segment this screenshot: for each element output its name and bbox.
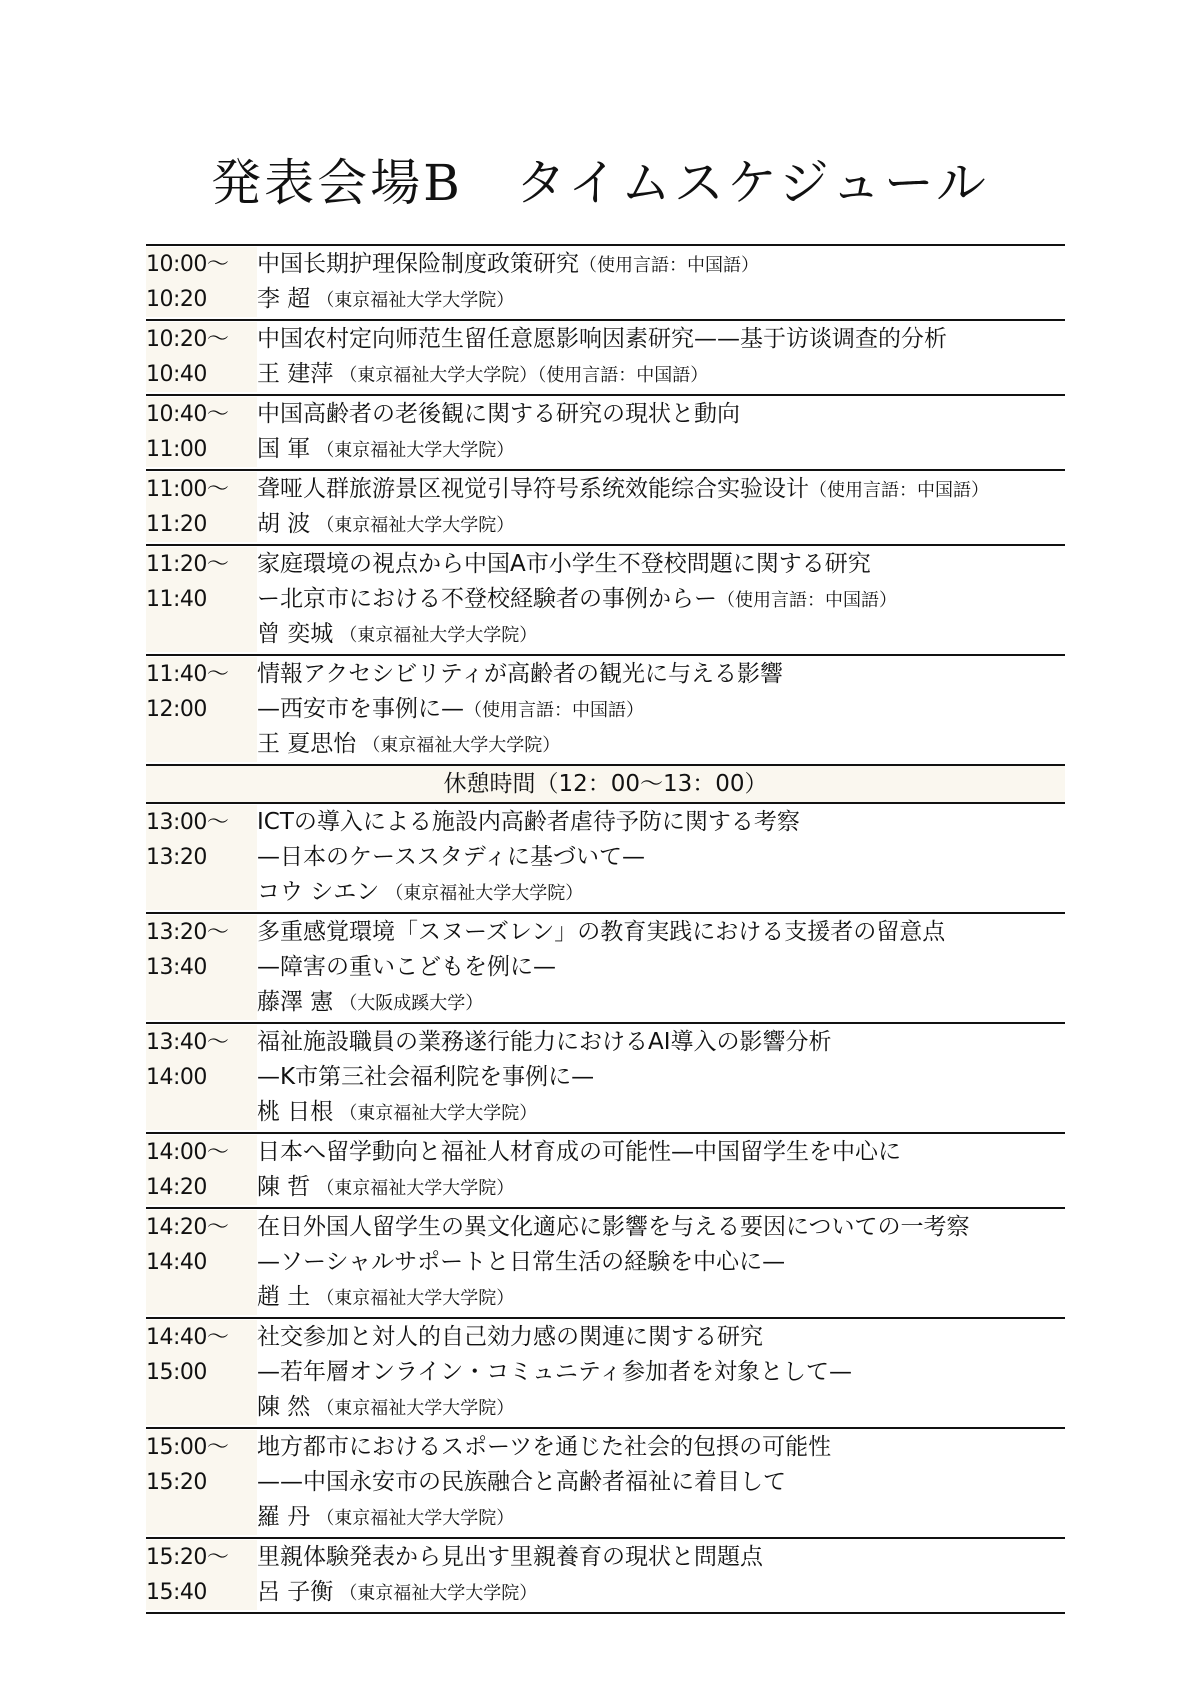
- affiliation: （東京福祉大学大学院）: [339, 1103, 538, 1124]
- end-time: 11:40: [146, 587, 207, 612]
- start-time: 14:00〜: [146, 1140, 229, 1165]
- session-title: 情報アクセシビリティが高齢者の観光に与える影響: [257, 661, 784, 687]
- start-time: 13:00〜: [146, 810, 229, 835]
- presenter-name: コウ シエン: [257, 879, 380, 905]
- session-subtitle: —西安市を事例に—: [257, 696, 464, 722]
- start-time: 13:40〜: [146, 1030, 229, 1055]
- session-title: 日本へ留学動向と福祉人材育成の可能性—中国留学生を中心に: [257, 1139, 901, 1165]
- end-time: 15:20: [146, 1470, 207, 1495]
- presenter-name: 藤澤 憲: [257, 989, 334, 1015]
- start-time: 14:20〜: [146, 1215, 229, 1240]
- session-content: [257, 1135, 1065, 1205]
- time-cell: [146, 547, 257, 652]
- presenter-name: 陳 然: [257, 1394, 311, 1420]
- affiliation: （東京福祉大学大学院）: [316, 515, 515, 536]
- affiliation: （東京福祉大学大学院）: [316, 1398, 515, 1419]
- presenter-name: 王 建萍: [257, 361, 334, 387]
- start-time: 15:00〜: [146, 1435, 229, 1460]
- session-row: [146, 1429, 1065, 1539]
- session-row: [146, 321, 1065, 396]
- start-time: 15:20〜: [146, 1545, 229, 1570]
- affiliation: （東京福祉大学大学院）: [339, 365, 538, 386]
- session-row: [146, 656, 1065, 766]
- session-row: [146, 246, 1065, 321]
- end-time: 11:00: [146, 437, 207, 462]
- start-time: 11:40〜: [146, 662, 229, 687]
- session-subtitle: —若年層オンライン・コミュニティ参加者を対象として—: [257, 1359, 853, 1385]
- session-content: [257, 657, 1065, 762]
- start-time: 11:20〜: [146, 552, 229, 577]
- affiliation: （東京福祉大学大学院）: [316, 1288, 515, 1309]
- session-subtitle: —ソーシャルサポートと日常生活の経験を中心に—: [257, 1249, 786, 1275]
- session-row: [146, 1209, 1065, 1319]
- time-cell: [146, 657, 257, 762]
- presenter-name: 趙 土: [257, 1284, 311, 1310]
- session-content: [257, 547, 1065, 652]
- time-cell: [146, 915, 257, 1020]
- affiliation: （東京福祉大学大学院）: [339, 1583, 538, 1604]
- time-cell: [146, 1320, 257, 1425]
- session-title: 中国长期护理保险制度政策研究: [257, 251, 579, 277]
- start-time: 10:40〜: [146, 402, 229, 427]
- session-subtitle: —K市第三社会福利院を事例に—: [257, 1064, 595, 1090]
- session-title: 中国农村定向师范生留任意愿影响因素研究——基于访谈调查的分析: [257, 326, 947, 352]
- session-content: [257, 472, 1065, 542]
- start-time: 13:20〜: [146, 920, 229, 945]
- schedule-table: [146, 244, 1065, 1614]
- end-time: 14:00: [146, 1065, 207, 1090]
- time-cell: [146, 322, 257, 392]
- start-time: 11:00〜: [146, 477, 229, 502]
- time-cell: [146, 1025, 257, 1130]
- session-row: [146, 396, 1065, 471]
- presenter-name: 呂 子衡: [257, 1579, 334, 1605]
- language-note: （使用言語：中国語）: [579, 255, 759, 276]
- end-time: 13:20: [146, 845, 207, 870]
- session-content: [257, 1320, 1065, 1425]
- session-content: [257, 1540, 1065, 1610]
- session-content: [257, 1430, 1065, 1535]
- affiliation: （大阪成蹊大学）: [339, 993, 484, 1014]
- presenter-name: 羅 丹: [257, 1504, 311, 1530]
- session-title: 中国高齢者の老後観に関する研究の現状と動向: [257, 401, 740, 427]
- time-cell: [146, 1135, 257, 1205]
- session-title: 在日外国人留学生の異文化適応に影響を与える要因についての一考察: [257, 1214, 970, 1240]
- session-row: [146, 1134, 1065, 1209]
- session-title: 多重感覚環境「スヌーズレン」の教育実践における支援者の留意点: [257, 919, 946, 945]
- affiliation: （東京福祉大学大学院）: [316, 440, 515, 461]
- time-cell: [146, 1210, 257, 1315]
- presenter-name: 胡 波: [257, 511, 311, 537]
- session-content: [257, 247, 1065, 317]
- session-row: [146, 1539, 1065, 1614]
- session-subtitle: ——中国永安市の民族融合と高齢者福祉に着目して: [257, 1469, 786, 1495]
- presenter-name: 国 軍: [257, 436, 311, 462]
- session-title: 福祉施設職員の業務遂行能力におけるAI導入の影響分析: [257, 1029, 832, 1055]
- session-row: [146, 914, 1065, 1024]
- language-note: （使用言語：中国語）: [464, 700, 644, 721]
- presenter-name: 曾 奕城: [257, 621, 334, 647]
- affiliation: （東京福祉大学大学院）: [362, 735, 561, 756]
- session-row: [146, 546, 1065, 656]
- session-content: [257, 1210, 1065, 1315]
- session-subtitle: —障害の重いこどもを例に—: [257, 954, 556, 980]
- session-title: 聋哑人群旅游景区视觉引导符号系统效能综合实验设计: [257, 476, 809, 502]
- start-time: 10:20〜: [146, 327, 229, 352]
- session-title: ICTの導入による施設内高齢者虐待予防に関する考察: [257, 809, 800, 835]
- presenter-name: 陳 哲: [257, 1174, 311, 1200]
- session-title: 家庭環境の視点から中国A市小学生不登校問題に関する研究: [257, 551, 871, 577]
- language-note: （使用言語：中国語）: [809, 480, 989, 501]
- session-subtitle: —日本のケーススタディに基づいて—: [257, 844, 646, 870]
- end-time: 15:40: [146, 1580, 207, 1605]
- session-content: [257, 322, 1065, 392]
- session-content: [257, 397, 1065, 467]
- end-time: 15:00: [146, 1360, 207, 1385]
- session-title: 社交参加と対人的自己効力感の関連に関する研究: [257, 1324, 763, 1350]
- time-cell: [146, 1540, 257, 1610]
- end-time: 14:40: [146, 1250, 207, 1275]
- session-row: [146, 1024, 1065, 1134]
- affiliation: （東京福祉大学大学院）: [316, 290, 515, 311]
- time-cell: [146, 397, 257, 467]
- session-title: 地方都市におけるスポーツを通じた社会的包摂の可能性: [257, 1434, 832, 1460]
- affiliation: （東京福祉大学大学院）: [385, 883, 584, 904]
- session-content: [257, 1025, 1065, 1130]
- affiliation: （東京福祉大学大学院）: [316, 1178, 515, 1199]
- page-title: 発表会場B タイムスケジュール: [211, 154, 989, 212]
- start-time: 10:00〜: [146, 252, 229, 277]
- time-cell: [146, 247, 257, 317]
- end-time: 12:00: [146, 697, 207, 722]
- session-row: [146, 471, 1065, 546]
- language-note: （使用言語：中国語）: [537, 365, 709, 386]
- session-content: [257, 805, 1065, 910]
- end-time: 10:20: [146, 287, 207, 312]
- time-cell: [146, 805, 257, 910]
- presenter-name: 王 夏思怡: [257, 731, 357, 757]
- end-time: 11:20: [146, 512, 207, 537]
- presenter-name: 李 超: [257, 286, 311, 312]
- affiliation: （東京福祉大学大学院）: [339, 625, 538, 646]
- language-note: （使用言語：中国語）: [717, 590, 897, 611]
- session-title: 里親体験発表から見出す里親養育の現状と問題点: [257, 1544, 763, 1570]
- affiliation: （東京福祉大学大学院）: [316, 1508, 515, 1529]
- start-time: 14:40〜: [146, 1325, 229, 1350]
- end-time: 14:20: [146, 1175, 207, 1200]
- session-row: [146, 1319, 1065, 1429]
- end-time: 10:40: [146, 362, 207, 387]
- break-row: 休憩時間（12：00〜13：00）: [146, 766, 1065, 804]
- presenter-name: 桃 日根: [257, 1099, 334, 1125]
- session-row: [146, 804, 1065, 914]
- session-subtitle: ー北京市における不登校経験者の事例からー: [257, 586, 717, 612]
- session-content: [257, 915, 1065, 1020]
- time-cell: [146, 1430, 257, 1535]
- time-cell: [146, 472, 257, 542]
- end-time: 13:40: [146, 955, 207, 980]
